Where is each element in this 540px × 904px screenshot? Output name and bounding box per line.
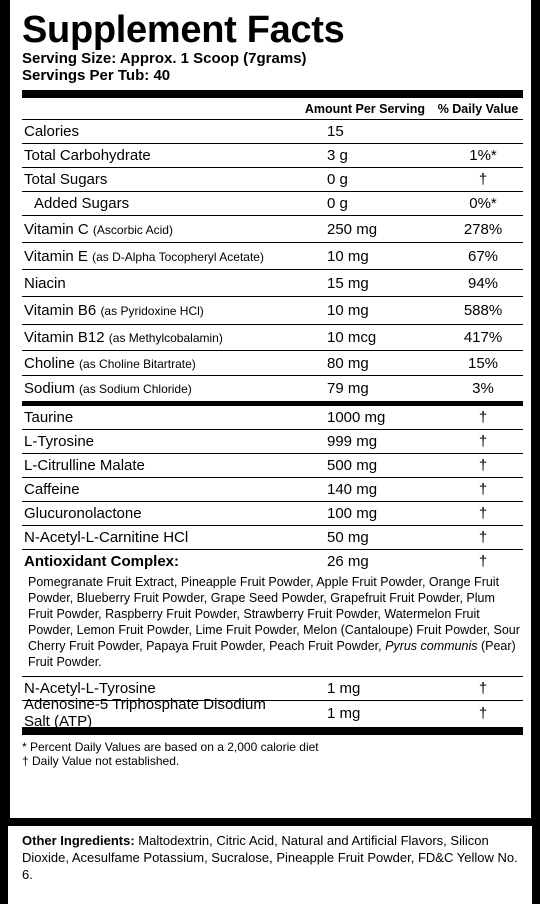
nutrient-dv: 417% bbox=[463, 329, 503, 346]
ingredient-list bbox=[22, 406, 523, 550]
extra-amount: 1 mg bbox=[327, 680, 361, 697]
ingredient-amount: 140 mg bbox=[327, 481, 378, 498]
ingredient-row bbox=[22, 430, 523, 454]
nutrient-source: (as Sodium Chloride) bbox=[79, 382, 192, 396]
nutrient-name: Total Carbohydrate bbox=[24, 147, 151, 164]
ingredient-name: L-Citrulline Malate bbox=[24, 457, 145, 474]
panel-title: Supplement Facts bbox=[22, 9, 345, 51]
nutrient-name: Vitamin E (as D-Alpha Tocopheryl Acetate) bbox=[24, 247, 264, 265]
supplement-facts-panel bbox=[10, 0, 531, 818]
footnote-dagger: † Daily Value not established. bbox=[22, 754, 180, 768]
ingredient-dv: † bbox=[478, 529, 488, 546]
ingredient-name: N-Acetyl-L-Carnitine HCl bbox=[24, 529, 189, 546]
nutrient-row bbox=[22, 270, 523, 297]
nutrient-name: Vitamin B12 (as Methylcobalamin) bbox=[24, 329, 223, 346]
nutrient-source: (as Pyridoxine HCl) bbox=[100, 304, 204, 318]
ingredient-dv: † bbox=[478, 433, 488, 450]
ingredient-name: Glucuronolactone bbox=[24, 505, 142, 522]
ingredient-row bbox=[22, 454, 523, 478]
ingredient-name: Caffeine bbox=[24, 481, 80, 498]
extra-dv: † bbox=[478, 680, 488, 697]
nutrient-amount: 79 mg bbox=[327, 380, 369, 397]
antioxidant-row bbox=[22, 550, 523, 572]
nutrient-amount: 15 mg bbox=[327, 274, 369, 292]
servings-per-tub bbox=[22, 67, 523, 84]
servings-per-value: 40 bbox=[153, 67, 171, 84]
ingredient-dv: † bbox=[478, 505, 488, 522]
dv-header: % Daily Value bbox=[437, 101, 519, 116]
nutrient-dv: 67% bbox=[467, 247, 499, 265]
nutrient-row bbox=[22, 243, 523, 270]
nutrient-name: Total Sugars bbox=[24, 171, 108, 188]
nutrient-row bbox=[22, 297, 523, 325]
nutrient-row bbox=[22, 376, 523, 401]
nutrient-name: Vitamin B6 (as Pyridoxine HCl) bbox=[24, 302, 204, 319]
nutrient-dv: 278% bbox=[463, 220, 503, 238]
divider-thick bbox=[22, 90, 523, 98]
servings-per-label: Servings Per Tub: bbox=[22, 67, 150, 84]
extra-ingredient-list bbox=[22, 677, 523, 730]
nutrient-dv: 588% bbox=[463, 302, 503, 319]
extra-row bbox=[22, 696, 523, 730]
amount-header: Amount Per Serving bbox=[304, 101, 425, 116]
ingredient-name: L-Tyrosine bbox=[24, 433, 95, 450]
nutrient-source: (as Methylcobalamin) bbox=[108, 331, 223, 345]
nutrient-name: Sodium (as Sodium Chloride) bbox=[24, 380, 192, 397]
nutrient-name: Choline (as Choline Bitartrate) bbox=[24, 354, 196, 372]
nutrient-name: Niacin bbox=[24, 274, 66, 292]
nutrient-dv: 0%* bbox=[469, 195, 497, 212]
ingredient-row bbox=[22, 526, 523, 550]
ingredient-amount: 999 mg bbox=[327, 433, 378, 450]
column-header bbox=[22, 98, 523, 120]
other-ingredients-text: Maltodextrin, Citric Acid, Natural and Artificial Flavors, Silicon Dioxide, Acesulfame Potassium, Sucralose, Pineapple Fruit Powder, FD&C Yellow No. 6. bbox=[22, 833, 518, 882]
nutrient-name: Vitamin C (Ascorbic Acid) bbox=[24, 220, 173, 238]
serving-size-value: Approx. 1 Scoop (7grams) bbox=[119, 50, 307, 67]
nutrient-row bbox=[22, 325, 523, 351]
nutrient-amount: 10 mg bbox=[327, 247, 369, 265]
ingredient-name: Taurine bbox=[24, 409, 74, 426]
nutrient-amount: 250 mg bbox=[327, 220, 378, 238]
antioxidant-ingredients: Pomegranate Fruit Extract, Pineapple Fruit Powder, Apple Fruit Powder, Orange Fruit Powder, Blueberry Fruit Powder, Grape Seed Powder, Grapefruit Fruit Powder, Plum Fruit Powder, Raspberry Fruit Powder, Strawberry Fruit Powder, Watermelon Fruit Powder, Lemon Fruit Powder, Lime Fruit Powder, Melon (Cantaloupe) Fruit Powder, Sour Cherry Fruit Powder, Papaya Fruit Powder, Peach Fruit Powder, Pyrus communis (Pear) Fruit Powder. bbox=[22, 572, 523, 677]
antioxidant-amount: 26 mg bbox=[327, 552, 369, 570]
ingredient-row bbox=[22, 502, 523, 526]
nutrient-row bbox=[22, 168, 523, 192]
nutrient-name: Calories bbox=[24, 123, 80, 140]
nutrient-dv: 3% bbox=[472, 380, 494, 397]
footnotes bbox=[22, 735, 523, 768]
nutrient-source: (Ascorbic Acid) bbox=[92, 222, 173, 237]
antioxidant-name: Antioxidant Complex: bbox=[24, 552, 180, 570]
nutrient-dv: 15% bbox=[467, 354, 499, 372]
ingredient-row bbox=[22, 478, 523, 502]
other-ingredients-label: Other Ingredients: bbox=[22, 833, 135, 848]
nutrient-row bbox=[22, 351, 523, 376]
footnote-dv: * Percent Daily Values are based on a 2,000 calorie diet bbox=[22, 740, 319, 754]
nutrient-source: (as D-Alpha Tocopheryl Acetate) bbox=[92, 249, 264, 264]
nutrient-amount: 10 mg bbox=[327, 302, 369, 319]
ingredient-amount: 50 mg bbox=[327, 529, 369, 546]
nutrient-amount: 0 g bbox=[327, 171, 348, 188]
ingredient-row bbox=[22, 406, 523, 430]
ingredient-amount: 1000 mg bbox=[327, 409, 386, 426]
ingredient-dv: † bbox=[478, 409, 488, 426]
antioxidant-dv: † bbox=[478, 552, 488, 570]
extra-name: N-Acetyl-L-Tyrosine bbox=[24, 680, 156, 697]
nutrient-amount: 80 mg bbox=[327, 354, 369, 372]
nutrient-row bbox=[22, 216, 523, 243]
nutrient-row bbox=[22, 192, 523, 216]
ingredient-amount: 500 mg bbox=[327, 457, 378, 474]
nutrient-row bbox=[22, 144, 523, 168]
ingredient-dv: † bbox=[478, 481, 488, 498]
serving-size bbox=[22, 50, 523, 67]
nutrient-dv: 1%* bbox=[469, 147, 497, 164]
other-ingredients bbox=[8, 826, 532, 904]
ingredient-dv: † bbox=[478, 457, 488, 474]
nutrient-dv: † bbox=[478, 171, 488, 188]
nutrient-amount: 15 bbox=[327, 123, 344, 140]
nutrient-amount: 3 g bbox=[327, 147, 348, 164]
ingredient-amount: 100 mg bbox=[327, 505, 378, 522]
nutrient-list bbox=[22, 120, 523, 401]
nutrient-row bbox=[22, 120, 523, 144]
serving-size-label: Serving Size: bbox=[22, 50, 117, 67]
extra-amount: 1 mg bbox=[327, 704, 361, 722]
nutrient-name: Added Sugars bbox=[34, 195, 130, 212]
nutrient-source: (as Choline Bitartrate) bbox=[79, 356, 196, 371]
nutrient-dv: 94% bbox=[467, 274, 499, 292]
extra-name: Adenosine-5 Triphosphate Disodium Salt (ATP) bbox=[24, 696, 266, 730]
extra-dv: † bbox=[478, 704, 488, 722]
nutrient-amount: 10 mcg bbox=[327, 329, 377, 346]
nutrient-amount: 0 g bbox=[327, 195, 348, 212]
